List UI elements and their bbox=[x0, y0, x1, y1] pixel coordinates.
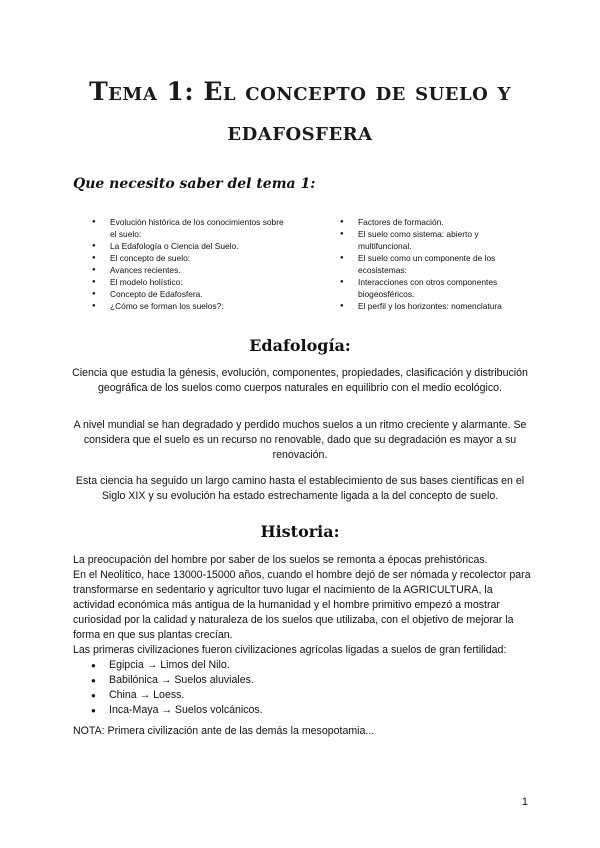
list-item: ● Factores de formación. bbox=[340, 216, 530, 228]
needs-list-left bbox=[92, 216, 292, 312]
list-item: ● La Edafología o Ciencia del Suelo. bbox=[92, 240, 292, 252]
list-item: ● Evolución histórica de los conocimientos sobre el suelo: bbox=[92, 216, 292, 240]
list-item: ● Avances recientes. bbox=[92, 264, 292, 276]
subheading: Que necesito saber del tema 1: bbox=[73, 176, 316, 192]
historia-line: Las primeras civilizaciones fueron civilizaciones agrícolas ligadas a suelos de gran fertilidad: bbox=[73, 644, 507, 656]
nota: NOTA: Primera civilización ante de las demás la mesopotamia... bbox=[73, 725, 375, 737]
list-item: ● Egipcia → Limos del Nilo. bbox=[73, 658, 533, 673]
list-item: ● Interacciones con otros componentes biogeosféricos. bbox=[340, 276, 530, 300]
historia-line: En el Neolítico, hace 13000-15000 años, cuando el hombre dejó de ser nómada y recolector para transformarse en sedentario y agricultor tuvo lugar el nacimiento de la AGRICULTURA, la actividad económica más antigua de la humanidad y el hombre primitivo empezó a mostrar curiosidad por la calidad y naturaleza de los suelos que utilizaba, con el objetivo de mejorar la forma en que sus plantas crecían. bbox=[73, 569, 531, 641]
title-rest: El concepto de suelo y edafosfera bbox=[203, 77, 511, 146]
list-item: ● El modelo holístico: bbox=[92, 276, 292, 288]
list-item: ● Concepto de Edafosfera. bbox=[92, 288, 292, 300]
edafologia-paragraph: Ciencia que estudia la génesis, evolución, componentes, propiedades, clasificación y distribución geográfica de los suelos como cuerpos naturales en equilibrio con el medio ecológico. bbox=[72, 367, 528, 394]
page-number: 1 bbox=[521, 796, 528, 808]
historia-body bbox=[73, 553, 533, 718]
page-title bbox=[40, 72, 560, 152]
list-item: ● El concepto de suelo: bbox=[92, 252, 292, 264]
edafologia-paragraph: Esta ciencia ha seguido un largo camino hasta el establecimiento de sus bases científicas en el Siglo XIX y su evolución ha estado estrechamente ligada a la del concepto de suelo. bbox=[75, 475, 525, 502]
edafologia-heading: Edafología: bbox=[249, 336, 351, 355]
list-item: ● China → Loess. bbox=[73, 688, 533, 703]
list-item: ● El suelo como sistema: abierto y multifuncional. bbox=[340, 228, 530, 252]
historia-heading: Historia: bbox=[260, 522, 340, 541]
needs-list-right bbox=[340, 216, 530, 312]
list-item: ● El suelo como un componente de los ecosistemas: bbox=[340, 252, 530, 276]
historia-line: La preocupación del hombre por saber de los suelos se remonta a épocas prehistóricas. bbox=[73, 554, 488, 566]
title-lead: Tema 1: bbox=[89, 77, 195, 106]
list-item: ● El perfil y los horizontes: nomenclatura bbox=[340, 300, 530, 312]
edafologia-paragraph: A nivel mundial se han degradado y perdido muchos suelos a un ritmo creciente y alarmante. Se considera que el suelo es un recurso no renovable, dado que su degradación es mayor a su renovación. bbox=[73, 419, 527, 461]
civilizations-list bbox=[73, 658, 533, 718]
list-item: ● ¿Cómo se forman los suelos?: bbox=[92, 300, 292, 312]
list-item: ● Inca-Maya → Suelos volcánicos. bbox=[73, 703, 533, 718]
list-item: ● Babilónica → Suelos aluviales. bbox=[73, 673, 533, 688]
